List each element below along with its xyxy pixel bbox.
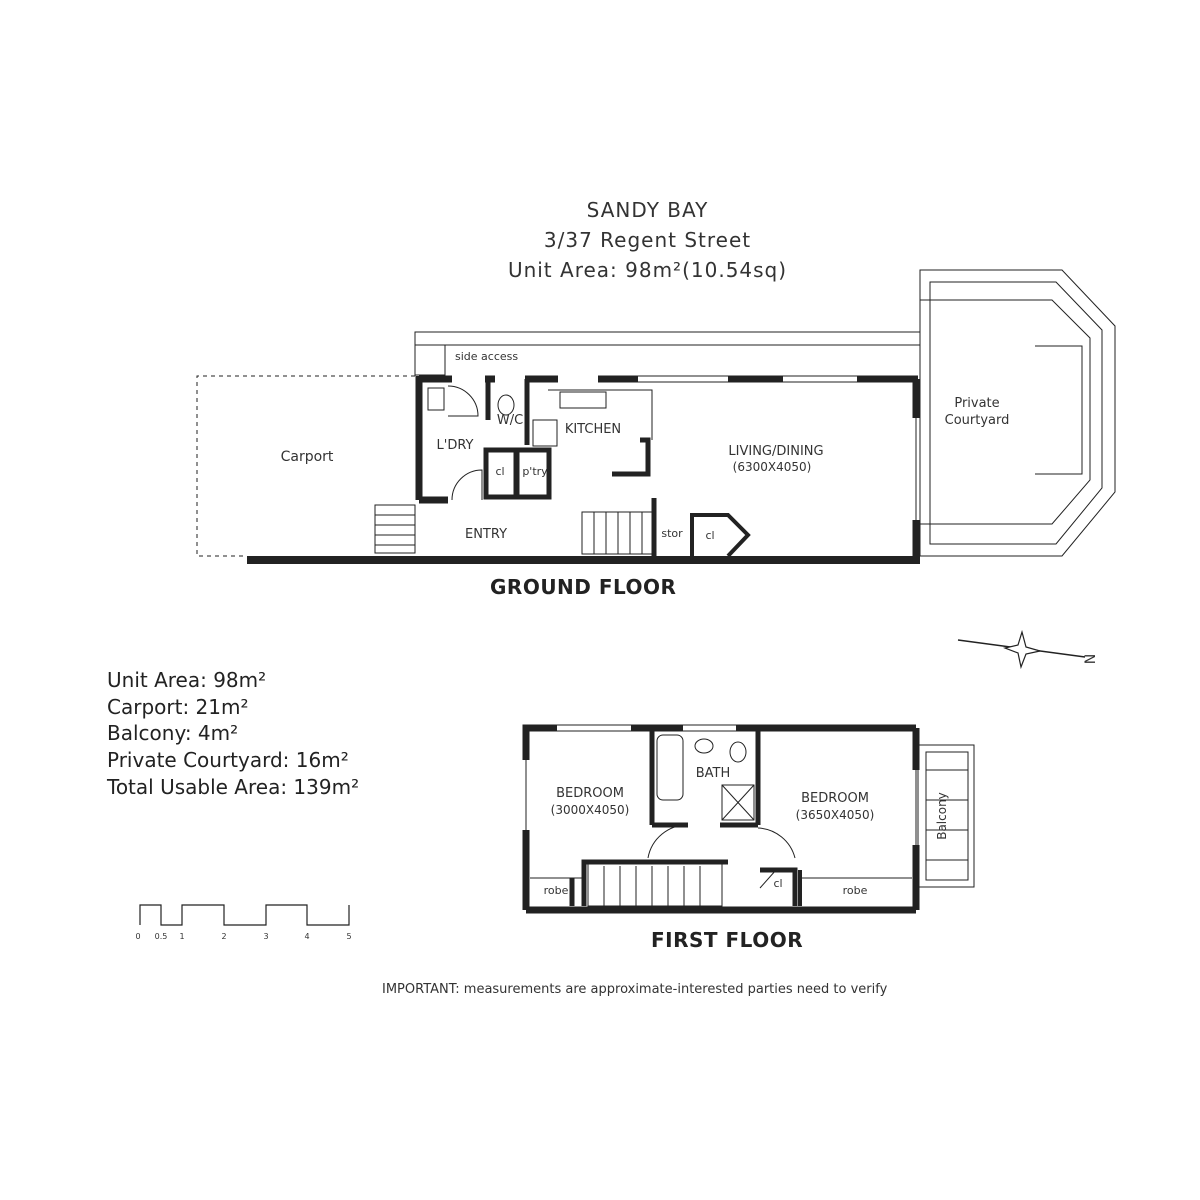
cupboard-label-ff: cl	[773, 877, 783, 890]
area-carport: Carport: 21m²	[107, 695, 249, 719]
scale-bar	[140, 905, 349, 925]
scale-tick-0-5: 0.5	[154, 932, 168, 941]
balcony-label: Balcony	[935, 792, 949, 840]
laundry-label: L'DRY	[436, 438, 474, 453]
bedroom1-size: (3000X4050)	[550, 803, 630, 817]
pantry-label: p'try	[522, 465, 548, 478]
robe2-label: robe	[842, 884, 868, 897]
courtyard-label-2: Courtyard	[944, 413, 1010, 428]
area-balcony: Balcony: 4m²	[107, 721, 239, 745]
bath-label: BATH	[695, 766, 731, 781]
compass-north-label: N	[1083, 653, 1099, 665]
area-unit: Unit Area: 98m²	[107, 668, 267, 692]
first-floor-label: FIRST FLOOR	[651, 928, 804, 952]
scale-tick-5: 5	[346, 932, 352, 941]
side-access-label: side access	[455, 350, 519, 363]
bedroom1-label: BEDROOM	[556, 786, 624, 801]
carport-label: Carport	[280, 449, 334, 465]
courtyard-label-1: Private	[954, 396, 1000, 411]
bedroom2-size: (3650X4050)	[795, 808, 875, 822]
bedroom2-label: BEDROOM	[801, 791, 869, 806]
cupboard-2-label: cl	[705, 529, 715, 542]
carport-outline	[197, 376, 415, 556]
scale-tick-2: 2	[221, 932, 227, 941]
living-dining-label: LIVING/DINING	[728, 444, 824, 459]
address-title: 3/37 Regent Street	[543, 228, 752, 252]
living-dining-size: (6300X4050)	[732, 460, 812, 474]
cupboard-label: cl	[495, 465, 505, 478]
area-courtyard: Private Courtyard: 16m²	[107, 748, 349, 772]
scale-tick-4: 4	[304, 932, 310, 941]
ground-floor-label: GROUND FLOOR	[490, 575, 677, 599]
store-label: stor	[661, 527, 683, 540]
kitchen-label: KITCHEN	[564, 422, 622, 437]
robe1-label: robe	[543, 884, 569, 897]
suburb-title: SANDY BAY	[586, 198, 709, 222]
compass-icon	[958, 632, 1085, 667]
entry-label: ENTRY	[464, 527, 508, 542]
area-total: Total Usable Area: 139m²	[107, 775, 360, 799]
unit-area-title: Unit Area: 98m²(10.54sq)	[507, 258, 788, 282]
first-floor-plan	[526, 725, 974, 910]
scale-tick-1: 1	[179, 932, 185, 941]
wc-label: W/C	[496, 413, 524, 428]
measurement-disclaimer: IMPORTANT: measurements are approximate-interested parties need to verify	[382, 982, 888, 997]
scale-tick-3: 3	[263, 932, 269, 941]
scale-tick-0: 0	[135, 932, 141, 941]
